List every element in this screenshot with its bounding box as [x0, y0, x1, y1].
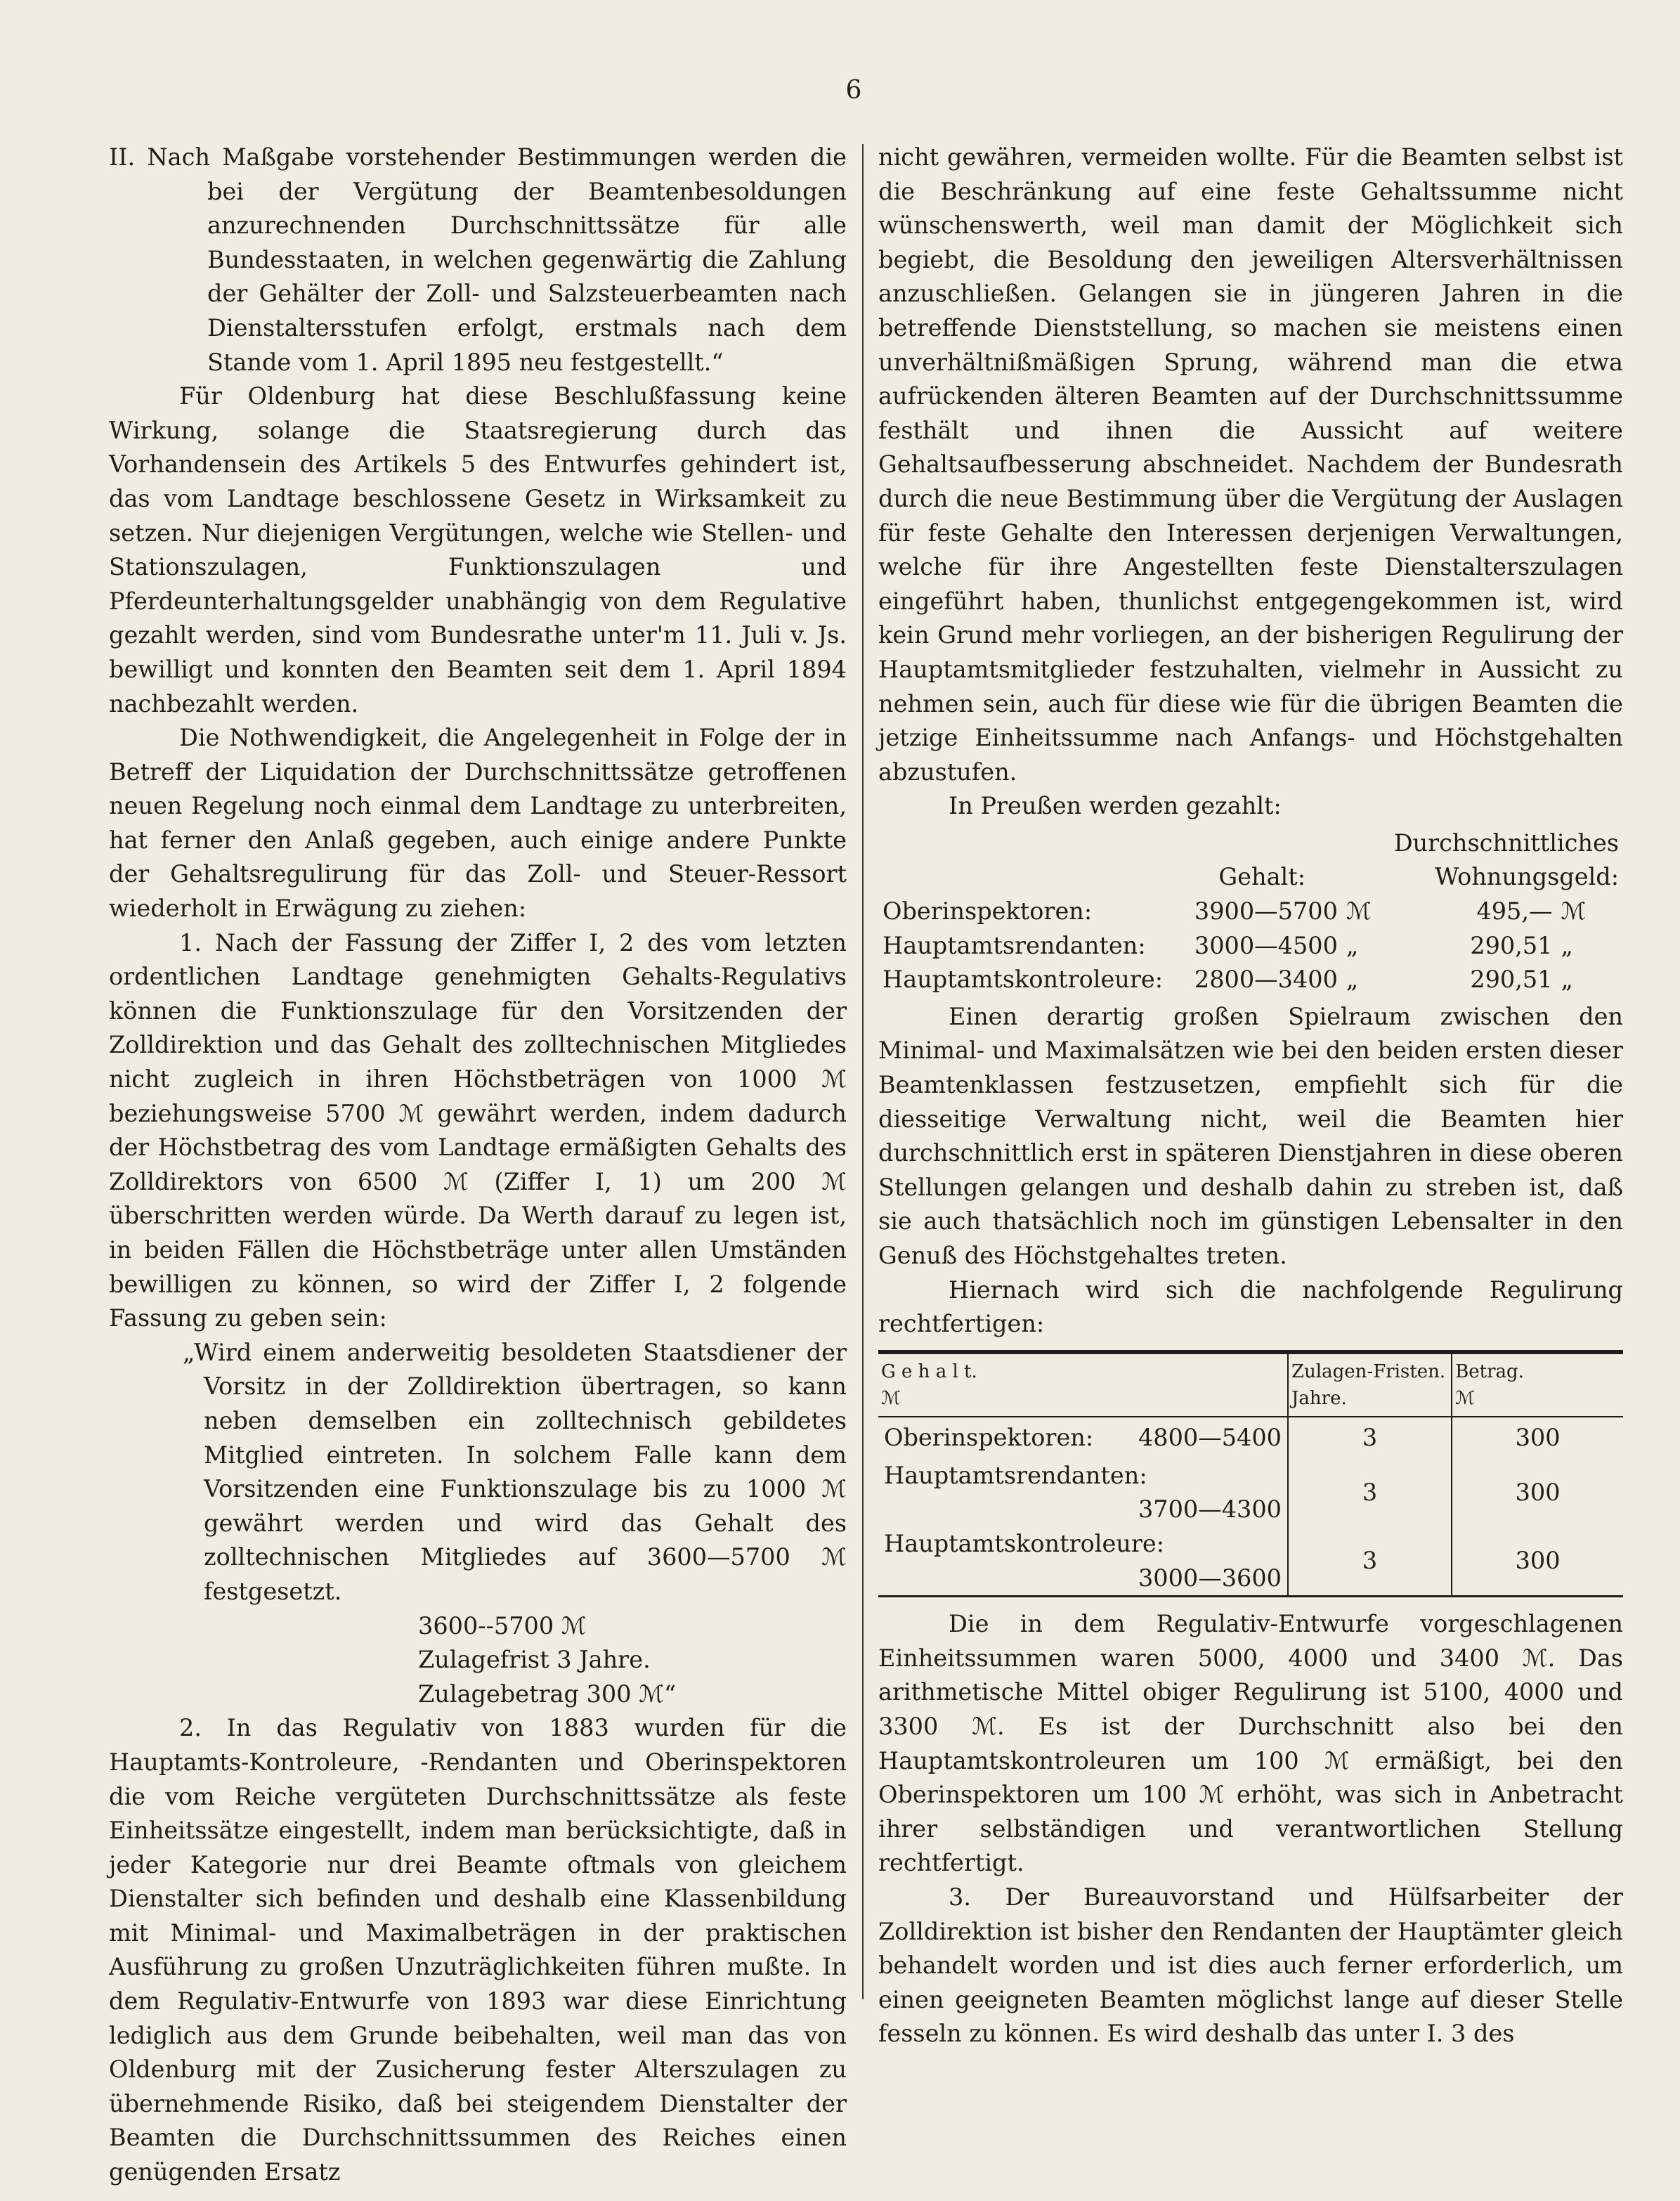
preussen-header-gehalt: Gehalt: [1218, 863, 1306, 891]
row-frist: 3 [1288, 1417, 1452, 1459]
preussen-row-wunit: ℳ [1561, 897, 1587, 926]
preussen-row-range: 3000—4500 [1194, 931, 1338, 959]
paragraph-continuation: nicht gewähren, vermeiden wollte. Für die Beamten selbst ist die Beschränkung auf eine feste Gehaltssumme nicht wünschenswerth, weil man damit der Möglichkeit sich begiebt, die Besoldung den jeweiligen Altersverhältnissen anzuschließen. Gelangen sie in jüngeren Jahren in die betreffende Dienststellung, so machen sie meistens einen unverhältnißmäßigen Sprung, während man die etwa aufrückenden älteren Beamten auf der Durchschnittssumme festhält und ihnen die Aussicht auf weitere Gehaltsaufbesserung abschneidet. Nachdem der Bundesrath durch die neue Bestimmung über die Vergütung der Auslagen für feste Gehalte den Interessen derjenigen Verwaltungen, welche für ihre Angestellten feste Dienstalterszulagen eingeführt haben, thunlichst entgegengekommen ist, wird kein Grund mehr vorliegen, an der bisherigen Regulirung der Hauptamtsmitglieder festzuhalten, vielmehr in Aussicht zu nehmen sein, auch für diese wie für die übrigen Beamten die jetzige Einheitssumme nach Anfangs- und Höchstgehalten abzustufen. [878, 143, 1623, 786]
page-number: 6 [845, 76, 862, 105]
paragraph-2: 2. In das Regulativ von 1883 wurden für die Hauptamts-Kontroleure, -Rendanten und Oberinspektoren die vom Reiche vergüteten Durchschnittssätze als feste Einheitssätze eingestellt, indem man berücksichtigte, daß in jeder Kategorie nur drei Beamte oftmals von gleichem Dienstalter sich befinden und deshalb eine Klassenbildung mit Minimal- und Maximalbeträgen in der praktischen Ausführung zu großen Unzuträglichkeiten führen mußte. In dem Regulativ-Entwurfe von 1893 war diese Einrichtung lediglich aus dem Grunde beibehalten, weil man das von Oldenburg mit der Zusicherung fester Alterszulagen zu übernehmende Risiko, daß bei steigendem Dienstalter der Beamten die Durchschnittssummen des Reiches einen genügenden Ersatz [109, 1714, 847, 2186]
preussen-row-unit: „ [1346, 966, 1359, 994]
header-gehalt [878, 1354, 1288, 1417]
regulirung-table [878, 1354, 1623, 1597]
row-gehalt [878, 1527, 1288, 1597]
row-gehalt [878, 1417, 1288, 1459]
preussen-intro: In Preußen werden gezahlt: [949, 792, 1282, 820]
preussen-row-wunit: „ [1561, 931, 1573, 959]
header-fristen-unit: Jahre. [1291, 1387, 1347, 1409]
table-row [878, 1417, 1623, 1459]
preussen-row-label: Hauptamtskontroleure: [883, 966, 1163, 994]
column-divider [862, 144, 864, 1999]
header-gehalt-unit: ℳ [881, 1387, 901, 1409]
header-betrag-unit: ℳ [1455, 1387, 1475, 1409]
paragraph-1: 1. Nach der Fassung der Ziffer I, 2 des vom letzten ordentlichen Landtage genehmigten Gehalts-Regulativs können die Funktionszulage für den Vorsitzenden der Zolldirektion und das Gehalt des zolltechnischen Mitgliedes nicht zugleich in ihren Höchstbeträgen von 1000 ℳ beziehungsweise 5700 ℳ gewährt werden, indem dadurch der Höchstbetrag des vom Landtage ermäßigten Gehalts des Zolldirektors von 6500 ℳ (Ziffer I, 1) um 200 ℳ überschritten werden würde. Da Werth darauf zu legen ist, in beiden Fällen die Höchstbeträge unter allen Umständen bewilligen zu können, so wird der Ziffer I, 2 folgende Fassung zu geben sein: [109, 928, 847, 1332]
preussen-row-wohnung: 290,51 [1470, 931, 1553, 959]
header-fristen-label: Zulagen-Fristen. [1291, 1361, 1446, 1382]
preussen-row [878, 929, 1623, 963]
row-range: 3000—3600 [1138, 1564, 1282, 1592]
row-range: 3700—4300 [1138, 1495, 1282, 1524]
row-label: Oberinspektoren: [884, 1423, 1094, 1451]
preussen-row-wunit: „ [1561, 966, 1573, 994]
header-fristen [1288, 1354, 1452, 1417]
preussen-row-range: 2800—3400 [1194, 966, 1338, 994]
paragraph-spielraum: Einen derartig großen Spielraum zwischen den Minimal- und Maximalsätzen wie bei den beiden ersten dieser Beamtenklassen festzusetzen, empfiehlt sich für die diesseitige Verwaltung nicht, weil die Beamten hier durchschnittlich erst in späteren Dienstjahren in diese oberen Stellungen gelangen und deshalb dahin zu streben ist, daß sie auch thatsächlich noch im günstigen Lebensalter in den Genuß des Höchstgehaltes treten. [878, 1002, 1623, 1269]
row-label: Hauptamtskontroleure: [884, 1529, 1164, 1557]
header-gehalt-label: G e h a l t. [881, 1361, 977, 1382]
preussen-row-label: Hauptamtsrendanten: [883, 931, 1146, 959]
preussen-header-wohnungsgeld: Wohnungsgeld: [1435, 863, 1619, 891]
row-range: 4800—5400 [1138, 1423, 1282, 1451]
preussen-row-unit: „ [1346, 931, 1359, 959]
row-frist: 3 [1288, 1527, 1452, 1597]
right-column [878, 141, 1623, 2051]
preussen-salary-table [878, 826, 1623, 997]
paragraph-3: 3. Der Bureauvorstand und Hülfsarbeiter der Zolldirektion ist bisher den Rendanten der Hauptämter gleich behandelt worden und ist dies auch ferner erforderlich, um einen geeigneten Beamten möglichst lange auf dieser Stelle fesseln zu können. Es wird deshalb das unter I. 3 des [878, 1883, 1623, 2048]
quote-line-salary: 3600--5700 ℳ [418, 1611, 587, 1640]
quote-line-frist: Zulagefrist 3 Jahre. [418, 1646, 651, 1674]
preussen-row-range: 3900—5700 [1194, 897, 1338, 926]
preussen-row-label: Oberinspektoren: [883, 897, 1093, 926]
quote-zolldirektion: „Wird einem anderweitig besoldeten Staatsdiener der Vorsitz in der Zolldirektion übertragen, so kann neben demselben ein zolltechnisch gebildetes Mitglied eintreten. In solchem Falle kann dem Vorsitzenden eine Funktionszulage bis zu 1000 ℳ gewährt werden und wird das Gehalt des zolltechnischen Mitgliedes auf 3600—5700 ℳ festgesetzt. [183, 1338, 847, 1605]
table-row [878, 1459, 1623, 1527]
preussen-header-durchschnittliches: Durchschnittliches [1393, 829, 1619, 857]
preussen-row [878, 895, 1623, 929]
preussen-row [878, 963, 1623, 997]
row-betrag: 300 [1452, 1527, 1623, 1597]
row-betrag: 300 [1452, 1459, 1623, 1527]
paragraph-oldenburg: Für Oldenburg hat diese Beschlußfassung keine Wirkung, solange die Staatsregierung durch das Vorhandensein des Artikels 5 des Entwurfes gehindert ist, das vom Landtage beschlossene Gesetz in Wirksamkeit zu setzen. Nur diejenigen Vergütungen, welche wie Stellen- und Stationszulagen, Funktionszulagen und Pferdeunterhaltungsgelder unabhängig von dem Regulative gezahlt werden, sind vom Bundesrathe unter'm 11. Juli v. Js. bewilligt und konnten den Beamten seit dem 1. April 1894 nachbezahlt werden. [109, 382, 847, 718]
left-column [109, 141, 847, 2190]
quote-line-betrag: Zulagebetrag 300 ℳ“ [418, 1680, 677, 1708]
paragraph-nothwendigkeit: Die Nothwendigkeit, die Angelegenheit in Folge der in Betreff der Liquidation der Durchschnittssätze getroffenen neuen Regelung noch einmal dem Landtage zu unterbreiten, hat ferner den Anlaß gegeben, auch einige andere Punkte der Gehaltsregulirung für das Zoll- und Steuer-Ressort wiederholt in Erwägung zu ziehen: [109, 724, 847, 923]
row-frist: 3 [1288, 1459, 1452, 1527]
header-betrag [1452, 1354, 1623, 1417]
paragraph-hiernach: Hiernach wird sich die nachfolgende Regulirung rechtfertigen: [878, 1275, 1623, 1338]
header-betrag-label: Betrag. [1455, 1361, 1524, 1382]
preussen-row-unit: ℳ [1346, 897, 1372, 926]
paragraph-II: II. Nach Maßgabe vorstehender Bestimmungen werden die bei der Vergütung der Beamtenbesoldungen anzurechnenden Durchschnittssätze für alle Bundesstaaten, in welchen gegenwärtig die Zahlung der Gehälter der Zoll- und Salzsteuerbeamten nach Dienstaltersstufen erfolgt, erstmals nach dem Stande vom 1. April 1895 neu festgestellt.“ [109, 143, 847, 376]
row-betrag: 300 [1452, 1417, 1623, 1459]
preussen-row-wohnung: 290,51 [1470, 966, 1553, 994]
row-gehalt [878, 1459, 1288, 1527]
table-row [878, 1527, 1623, 1597]
paragraph-einheitssummen: Die in dem Regulativ-Entwurfe vorgeschlagenen Einheitssummen waren 5000, 4000 und 3400 ℳ. Das arithmetische Mittel obiger Regulirung ist 5100, 4000 und 3300 ℳ. Es ist der Durchschnitt also bei den Hauptamtskontroleuren um 100 ℳ ermäßigt, bei den Oberinspektoren um 100 ℳ erhöht, was sich in Anbetracht ihrer selbständigen und verantwortlichen Stellung rechtfertigt. [878, 1610, 1623, 1877]
preussen-row-wohnung: 495,— [1476, 897, 1553, 926]
row-label: Hauptamtsrendanten: [884, 1461, 1147, 1489]
